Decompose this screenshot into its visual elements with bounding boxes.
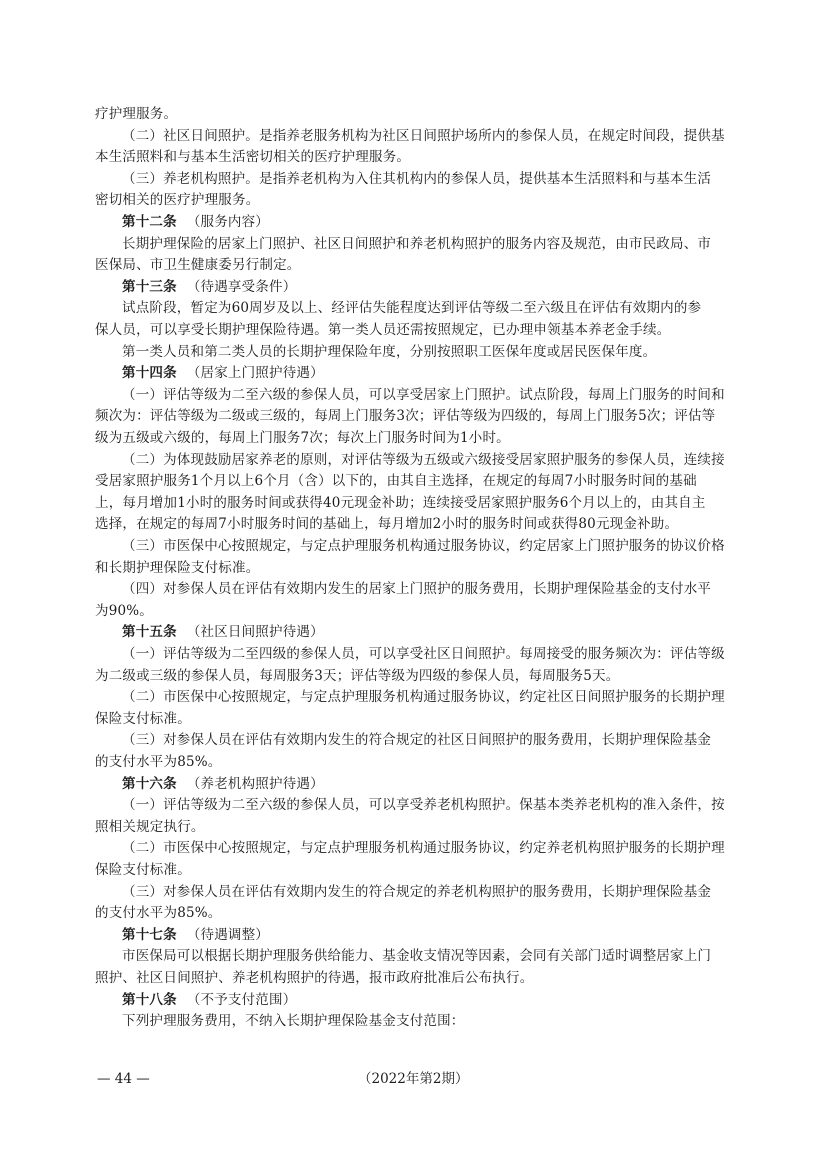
line-text: （三）养老机构照护。是指养老机构为入住其机构内的参保人员，提供基本生活照料和与基本生活 xyxy=(122,170,712,187)
line-text: 选择，在规定的每周7小时服务时间的基础上，每月增加2小时的服务时间或获得80元现金补助。 xyxy=(95,516,679,533)
text-line xyxy=(95,147,737,167)
text-line xyxy=(122,234,737,254)
article-title: （待遇享受条件） xyxy=(186,278,297,295)
line-text: 长期护理保险的居家上门照护、社区日间照护和养老机构照护的服务内容及规范，由市民政局、市 xyxy=(122,235,712,252)
article-heading xyxy=(122,622,737,642)
text-line xyxy=(95,558,737,578)
line-text: 疗护理服务。 xyxy=(95,106,178,122)
line-text: （二）社区日间照护。是指养老服务机构为社区日间照护场所内的参保人员，在规定时间段，提供基 xyxy=(122,127,725,144)
line-text: （二）市医保中心按照规定，与定点护理服务机构通过服务协议，约定社区日间照护服务的长期护理 xyxy=(122,689,725,706)
text-line xyxy=(122,1011,737,1031)
text-line xyxy=(95,428,737,448)
article-number: 第十三条 xyxy=(122,278,177,295)
line-text: 受居家照护服务1个月以上6个月（含）以下的，由其自主选择，在规定的每周7小时服务时间的基础 xyxy=(95,473,697,490)
line-text: 保险支付标准。 xyxy=(95,710,191,727)
line-text: 照护、社区日间照护、养老机构照护的待遇，报市政府批准后公布执行。 xyxy=(95,970,534,986)
line-text: 下列护理服务费用，不纳入长期护理保险基金支付范围： xyxy=(122,1013,465,1030)
text-line xyxy=(122,169,737,189)
page-number: — 44 — xyxy=(97,1071,150,1087)
line-text: （一）评估等级为二至六级的参保人员，可以享受居家上门照护。试点阶段，每周上门服务的时间和 xyxy=(122,386,725,403)
article-heading xyxy=(122,363,737,383)
text-line xyxy=(122,298,737,318)
article-number: 第十二条 xyxy=(122,214,177,230)
line-text: 密切相关的医疗护理服务。 xyxy=(95,192,260,209)
text-line xyxy=(122,342,737,362)
text-line xyxy=(95,493,737,513)
line-text: 市医保局可以根据长期护理服务供给能力、基金收支情况等因素，会同有关部门适时调整居家上门 xyxy=(122,948,712,965)
text-line xyxy=(122,838,737,858)
line-text: 医保局、市卫生健康委另行制定。 xyxy=(95,257,301,274)
text-line xyxy=(122,536,737,556)
line-text: 的支付水平为85%。 xyxy=(95,754,222,770)
line-text: （三）市医保中心按照规定，与定点护理服务机构通过服务协议，约定居家上门照护服务的协议价格 xyxy=(122,538,725,554)
text-line xyxy=(95,104,737,124)
article-title: （社区日间照护待遇） xyxy=(186,624,324,641)
line-text: 照相关规定执行。 xyxy=(95,818,205,835)
text-line xyxy=(95,514,737,534)
article-heading xyxy=(122,925,737,945)
text-line xyxy=(122,795,737,815)
article-number: 第十六条 xyxy=(122,775,177,792)
line-text: （二）为体现鼓励居家养老的原则，对评估等级为五级或六级接受居家照护服务的参保人员，连续接 xyxy=(122,451,725,468)
text-line xyxy=(122,687,737,707)
line-text: 为90%。 xyxy=(95,602,154,619)
text-line xyxy=(95,320,737,340)
text-line xyxy=(122,579,737,599)
text-line xyxy=(95,709,737,729)
article-heading xyxy=(122,212,737,232)
line-text: 和长期护理保险支付标准。 xyxy=(95,559,260,576)
issue-label: （2022年第2期） xyxy=(358,1071,469,1087)
line-text: （二）市医保中心按照规定，与定点护理服务机构通过服务协议，约定养老机构照护服务的长期护理 xyxy=(122,840,725,857)
article-number: 第十七条 xyxy=(122,926,177,943)
text-line xyxy=(95,406,737,426)
article-heading xyxy=(122,774,737,794)
line-text: 保险支付标准。 xyxy=(95,862,191,878)
text-line xyxy=(95,968,737,988)
article-title: （待遇调整） xyxy=(186,926,270,943)
line-text: （一）评估等级为二至四级的参保人员，可以享受社区日间照护。每周接受的服务频次为：评估等级 xyxy=(122,646,725,662)
text-line xyxy=(95,903,737,923)
line-text: 上，每月增加1小时的服务时间或获得40元现金补助；连续接受居家照护服务6个月以上的，由其自主 xyxy=(95,494,706,511)
text-line xyxy=(95,471,737,491)
article-heading xyxy=(122,277,737,297)
line-text: 保人员，可以享受长期护理保险待遇。第一类人员还需按照规定，已办理申领基本养老金手续。 xyxy=(95,322,671,338)
text-line xyxy=(95,190,737,210)
line-text: 级为五级或六级的，每周上门服务7次；每次上门服务时间为1小时。 xyxy=(95,430,510,446)
text-line xyxy=(95,817,737,837)
text-line xyxy=(122,385,737,405)
text-line xyxy=(95,601,737,621)
text-line xyxy=(95,666,737,686)
line-text: 第一类人员和第二类人员的长期护理保险年度，分别按照职工医保年度或居民医保年度。 xyxy=(122,343,657,360)
line-text: 试点阶段，暂定为60周岁及以上、经评估失能程度达到评估等级二至六级且在评估有效期内的参 xyxy=(122,300,702,317)
article-number: 第十四条 xyxy=(122,365,177,382)
text-line xyxy=(95,752,737,772)
article-title: （养老机构照护待遇） xyxy=(186,775,324,792)
line-text: 为二级或三级的参保人员，每周服务3天；评估等级为四级的参保人员，每周服务5天。 xyxy=(95,667,620,684)
line-text: （四）对参保人员在评估有效期内发生的居家上门照护的服务费用，长期护理保险基金的支付水平 xyxy=(122,581,712,598)
text-line xyxy=(122,946,737,966)
article-number: 第十八条 xyxy=(122,991,177,1008)
line-text: （一）评估等级为二至六级的参保人员，可以享受养老机构照护。保基本类养老机构的准入条件，按 xyxy=(122,797,725,814)
line-text: 频次为：评估等级为二级或三级的，每周上门服务3次；评估等级为四级的，每周上门服务5次；评估等 xyxy=(95,408,716,425)
text-line xyxy=(122,730,737,750)
article-heading xyxy=(122,990,737,1010)
line-text: （三）对参保人员在评估有效期内发生的符合规定的养老机构照护的服务费用，长期护理保险基金 xyxy=(122,883,712,900)
article-number: 第十五条 xyxy=(122,624,177,641)
text-line xyxy=(122,126,737,146)
article-title: （居家上门照护待遇） xyxy=(186,365,324,382)
article-title: （服务内容） xyxy=(186,214,270,230)
text-line xyxy=(95,255,737,275)
article-title: （不予支付范围） xyxy=(186,991,297,1008)
line-text: 的支付水平为85%。 xyxy=(95,905,222,922)
text-line xyxy=(95,860,737,880)
line-text: 本生活照料和与基本生活密切相关的医疗护理服务。 xyxy=(95,149,411,166)
text-line xyxy=(122,882,737,902)
text-line xyxy=(122,450,737,470)
text-line xyxy=(122,644,737,664)
line-text: （三）对参保人员在评估有效期内发生的符合规定的社区日间照护的服务费用，长期护理保险基金 xyxy=(122,732,712,749)
